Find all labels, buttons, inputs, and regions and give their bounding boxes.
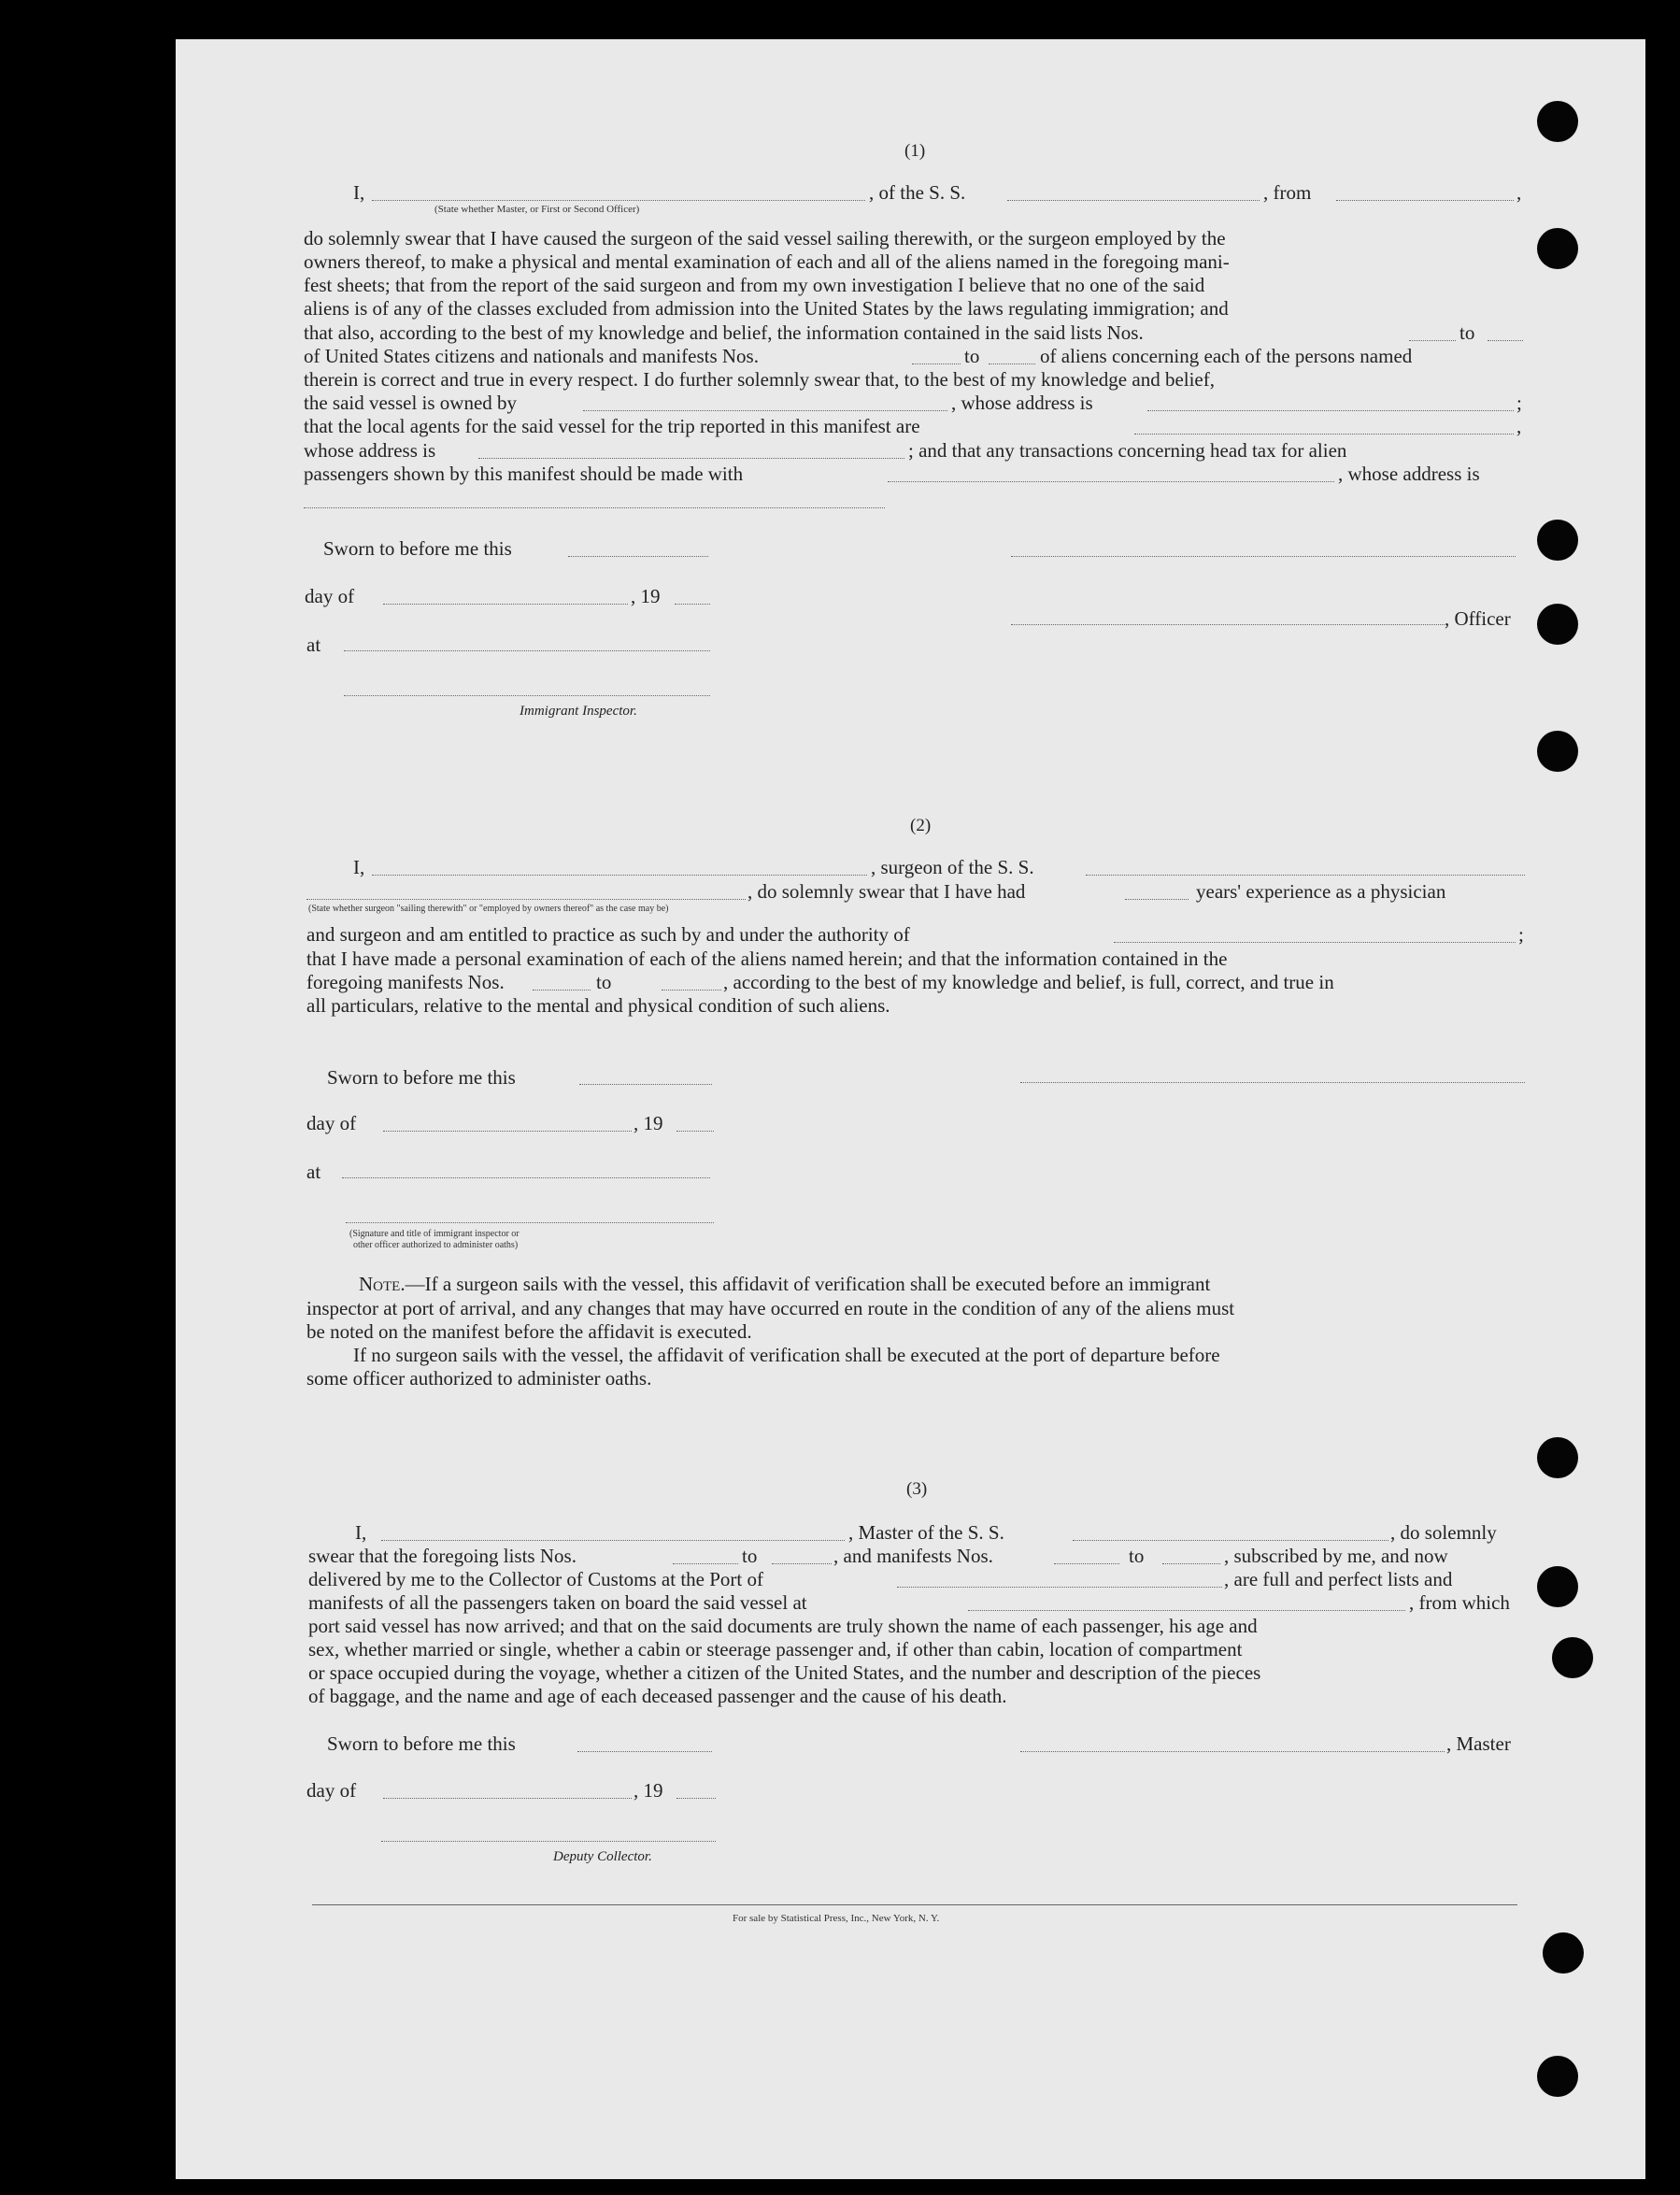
s3-para-line: delivered by me to the Collector of Customs at the Port of xyxy=(308,1568,763,1590)
s2-vessel-name-field[interactable] xyxy=(1086,875,1525,876)
s1-headtax-address-field[interactable] xyxy=(304,507,885,508)
s1-signature-field[interactable] xyxy=(1011,556,1516,557)
footer-imprint: For sale by Statistical Press, Inc., New York, N. Y. xyxy=(733,1913,940,1924)
s1-year-field[interactable] xyxy=(675,604,710,605)
s1-sworn-day-field[interactable] xyxy=(568,556,708,557)
s3-deputy-signature-field[interactable] xyxy=(381,1841,716,1842)
s2-signature-field[interactable] xyxy=(1020,1082,1525,1083)
s3-para-line: swear that the foregoing lists Nos. xyxy=(308,1545,577,1567)
s3-sworn: Sworn to before me this xyxy=(327,1732,516,1755)
s3-para-line: or space occupied during the voyage, whether a citizen of the United States, and the number and description of the pieces xyxy=(308,1661,1261,1684)
s3-para-line: , and manifests Nos. xyxy=(833,1545,993,1567)
s1-aliens: of aliens concerning each of the persons named xyxy=(1040,345,1413,367)
s1-from-port-field[interactable] xyxy=(1336,200,1514,201)
s2-i: I, xyxy=(353,856,365,878)
s1-sworn: Sworn to before me this xyxy=(323,537,512,560)
s2-semi: ; xyxy=(1518,923,1524,946)
s3-year-field[interactable] xyxy=(676,1798,716,1799)
s1-owner-address-field[interactable] xyxy=(1147,410,1514,411)
s2-sworn: Sworn to before me this xyxy=(327,1066,516,1089)
s1-para-line: whose address is xyxy=(304,439,436,462)
s2-manifests-to-field[interactable] xyxy=(662,990,721,991)
s3-port-field[interactable] xyxy=(897,1587,1222,1588)
s1-para-line: that also, according to the best of my knowledge and belief, the information contained in the said lists Nos. xyxy=(304,321,1144,344)
s1-para-line: fest sheets; that from the report of the said surgeon and from my own investigation I believe that no one of the said xyxy=(304,274,1205,296)
s1-para-line: of United States citizens and nationals and manifests Nos. xyxy=(304,345,759,367)
s2-surgeon-name-field[interactable] xyxy=(372,875,867,876)
s3-manifests-to-field[interactable] xyxy=(1162,1563,1220,1564)
s2-year: , 19 xyxy=(634,1112,663,1134)
s2-surgeon-of-ss: , surgeon of the S. S. xyxy=(871,856,1034,878)
s2-note-line: be noted on the manifest before the affidavit is executed. xyxy=(306,1320,752,1343)
s1-para-line: that the local agents for the said vessel for the trip reported in this manifest are xyxy=(304,415,920,437)
s2-para-line: that I have made a personal examination of each of the aliens named herein; and that the information contained in the xyxy=(306,948,1228,970)
s1-para-line: do solemnly swear that I have caused the surgeon of the said vessel sailing therewith, or the surgeon employed by the xyxy=(304,227,1226,249)
s3-deputy-label: Deputy Collector. xyxy=(553,1849,652,1864)
s2-to: to xyxy=(596,971,612,993)
s3-master-label: , Master xyxy=(1446,1732,1511,1755)
punch-hole xyxy=(1537,604,1578,645)
s3-para-line: , subscribed by me, and now xyxy=(1224,1545,1448,1567)
s2-para-line: foregoing manifests Nos. xyxy=(306,971,505,993)
s2-at-field[interactable] xyxy=(342,1177,710,1178)
s1-to: to xyxy=(1459,321,1475,344)
s2-note-line: inspector at port of arrival, and any changes that may have occurred en route in the condition of any of the aliens must xyxy=(306,1297,1235,1319)
s3-to: to xyxy=(742,1545,758,1567)
s3-sworn-day-field[interactable] xyxy=(577,1751,712,1752)
s1-para-line: passengers shown by this manifest should be made with xyxy=(304,463,744,485)
s3-lists-to-field[interactable] xyxy=(772,1563,832,1564)
s2-at: at xyxy=(306,1161,321,1183)
punch-hole xyxy=(1537,2056,1578,2097)
section-2-number: (2) xyxy=(910,816,932,835)
s1-at-field[interactable] xyxy=(344,650,710,651)
s1-officer-label: , Officer xyxy=(1445,607,1511,630)
s3-dayof: day of xyxy=(306,1779,357,1802)
s1-para-line: the said vessel is owned by xyxy=(304,392,518,414)
section-1-number: (1) xyxy=(904,141,926,161)
s1-year: , 19 xyxy=(631,585,661,607)
punch-hole xyxy=(1552,1637,1593,1678)
s1-i: I, xyxy=(353,181,365,204)
s3-master-of-ss: , Master of the S. S. xyxy=(848,1521,1004,1544)
s3-to: to xyxy=(1129,1545,1145,1567)
s1-whose: , whose address is xyxy=(951,392,1093,414)
s1-para-line: therein is correct and true in every respect. I do further solemnly swear that, to the best of my knowledge and belief, xyxy=(304,368,1215,391)
s1-lists-from-field[interactable] xyxy=(1409,340,1456,341)
s1-to: to xyxy=(964,345,980,367)
s2-years-field[interactable] xyxy=(1125,899,1189,900)
s1-inspector-label: Immigrant Inspector. xyxy=(520,704,637,719)
footer-rule xyxy=(312,1904,1517,1905)
punch-hole xyxy=(1537,731,1578,772)
s3-para-line: , from which xyxy=(1409,1591,1510,1614)
s2-years: years' experience as a physician xyxy=(1196,880,1446,903)
s2-para-line: and surgeon and am entitled to practice as such by and under the authority of xyxy=(306,923,910,946)
s1-day-month-field[interactable] xyxy=(383,604,628,605)
s1-state-caption: (State whether Master, or First or Second Officer) xyxy=(434,204,640,215)
punch-hole xyxy=(1537,520,1578,561)
s1-officer-field[interactable] xyxy=(1011,624,1445,625)
s2-oath-officer-signature-field[interactable] xyxy=(346,1222,714,1223)
s1-manifests-from-field[interactable] xyxy=(912,363,961,364)
s2-note-text: —If a surgeon sails with the vessel, this affidavit of verification shall be executed before an immigrant xyxy=(405,1273,1211,1295)
s3-swear: , do solemnly xyxy=(1390,1521,1497,1544)
s3-manifests-from-field[interactable] xyxy=(1054,1563,1119,1564)
s1-from: , from xyxy=(1263,181,1312,204)
punch-hole xyxy=(1537,228,1578,269)
punch-hole xyxy=(1537,1437,1578,1478)
s2-para-line: all particulars, relative to the mental and physical condition of such aliens. xyxy=(306,994,890,1017)
s1-agents-address-field[interactable] xyxy=(478,458,904,459)
s3-lists-from-field[interactable] xyxy=(673,1563,738,1564)
s1-at: at xyxy=(306,634,321,656)
s2-para-line: , according to the best of my knowledge and belief, is full, correct, and true in xyxy=(723,971,1334,993)
punch-hole xyxy=(1537,1566,1578,1607)
s1-inspector-signature-field[interactable] xyxy=(344,695,710,696)
s2-authority-field[interactable] xyxy=(1114,942,1516,943)
punch-hole xyxy=(1537,101,1578,142)
s1-headtax: ; and that any transactions concerning head tax for alien xyxy=(908,439,1347,462)
s2-manifests-from-field[interactable] xyxy=(533,990,591,991)
s2-note-label: Note. xyxy=(359,1273,406,1295)
s2-year-field[interactable] xyxy=(676,1131,714,1132)
s1-lists-to-field[interactable] xyxy=(1488,340,1523,341)
s3-embark-port-field[interactable] xyxy=(968,1610,1405,1611)
s1-comma: , xyxy=(1516,181,1522,204)
section-3-number: (3) xyxy=(906,1479,928,1499)
s1-officer-rank-field[interactable] xyxy=(372,200,865,201)
s2-note-line: some officer authorized to administer oaths. xyxy=(306,1367,652,1390)
s2-note-line xyxy=(359,1275,1210,1294)
s1-owner-field[interactable] xyxy=(583,410,947,411)
s3-year: , 19 xyxy=(634,1779,663,1802)
s3-i: I, xyxy=(355,1521,367,1544)
s2-state-caption: (State whether surgeon "sailing therewith" or "employed by owners thereof" as the case may be) xyxy=(308,904,669,914)
s1-agents-field[interactable] xyxy=(1134,434,1514,435)
s1-semi: ; xyxy=(1516,392,1522,414)
s1-para-line: aliens is of any of the classes excluded from admission into the United States by the laws regulating immigration; and xyxy=(304,297,1229,320)
s3-para-line: port said vessel has now arrived; and that on the said documents are truly shown the name of each passenger, his age and xyxy=(308,1615,1258,1637)
s3-vessel-name-field[interactable] xyxy=(1073,1540,1388,1541)
s1-headtax-with-field[interactable] xyxy=(888,481,1334,482)
s2-note-line: If no surgeon sails with the vessel, the affidavit of verification shall be executed at the port of departure before xyxy=(353,1344,1220,1366)
s3-master-name-field[interactable] xyxy=(381,1540,845,1541)
s2-sailing-status-field[interactable] xyxy=(306,899,746,900)
punch-hole xyxy=(1543,1932,1584,1974)
s1-dayof: day of xyxy=(305,585,355,607)
s3-para-line: of baggage, and the name and age of each deceased passenger and the cause of his death. xyxy=(308,1685,1007,1707)
s1-of-ss: , of the S. S. xyxy=(869,181,966,204)
s1-whose2: , whose address is xyxy=(1338,463,1480,485)
s2-day-month-field[interactable] xyxy=(383,1131,632,1132)
s2-sig-caption-1: (Signature and title of immigrant inspector or xyxy=(349,1229,520,1239)
s3-day-month-field[interactable] xyxy=(383,1798,632,1799)
s3-para-line: manifests of all the passengers taken on board the said vessel at xyxy=(308,1591,807,1614)
s2-swear: , do solemnly swear that I have had xyxy=(747,880,1026,903)
s2-sig-caption-2: other officer authorized to administer oaths) xyxy=(353,1240,519,1250)
s3-para-line: sex, whether married or single, whether a cabin or steerage passenger and, if other than cabin, location of compartment xyxy=(308,1638,1243,1661)
s3-para-line: , are full and perfect lists and xyxy=(1224,1568,1453,1590)
s1-vessel-name-field[interactable] xyxy=(1007,200,1260,201)
s1-manifests-to-field[interactable] xyxy=(989,363,1035,364)
s2-dayof: day of xyxy=(306,1112,357,1134)
s2-sworn-day-field[interactable] xyxy=(579,1084,712,1085)
s3-master-signature-field[interactable] xyxy=(1020,1751,1445,1752)
s1-para-line: owners thereof, to make a physical and mental examination of each and all of the aliens named in the foregoing mani- xyxy=(304,250,1230,273)
s1-comma2: , xyxy=(1516,415,1522,437)
